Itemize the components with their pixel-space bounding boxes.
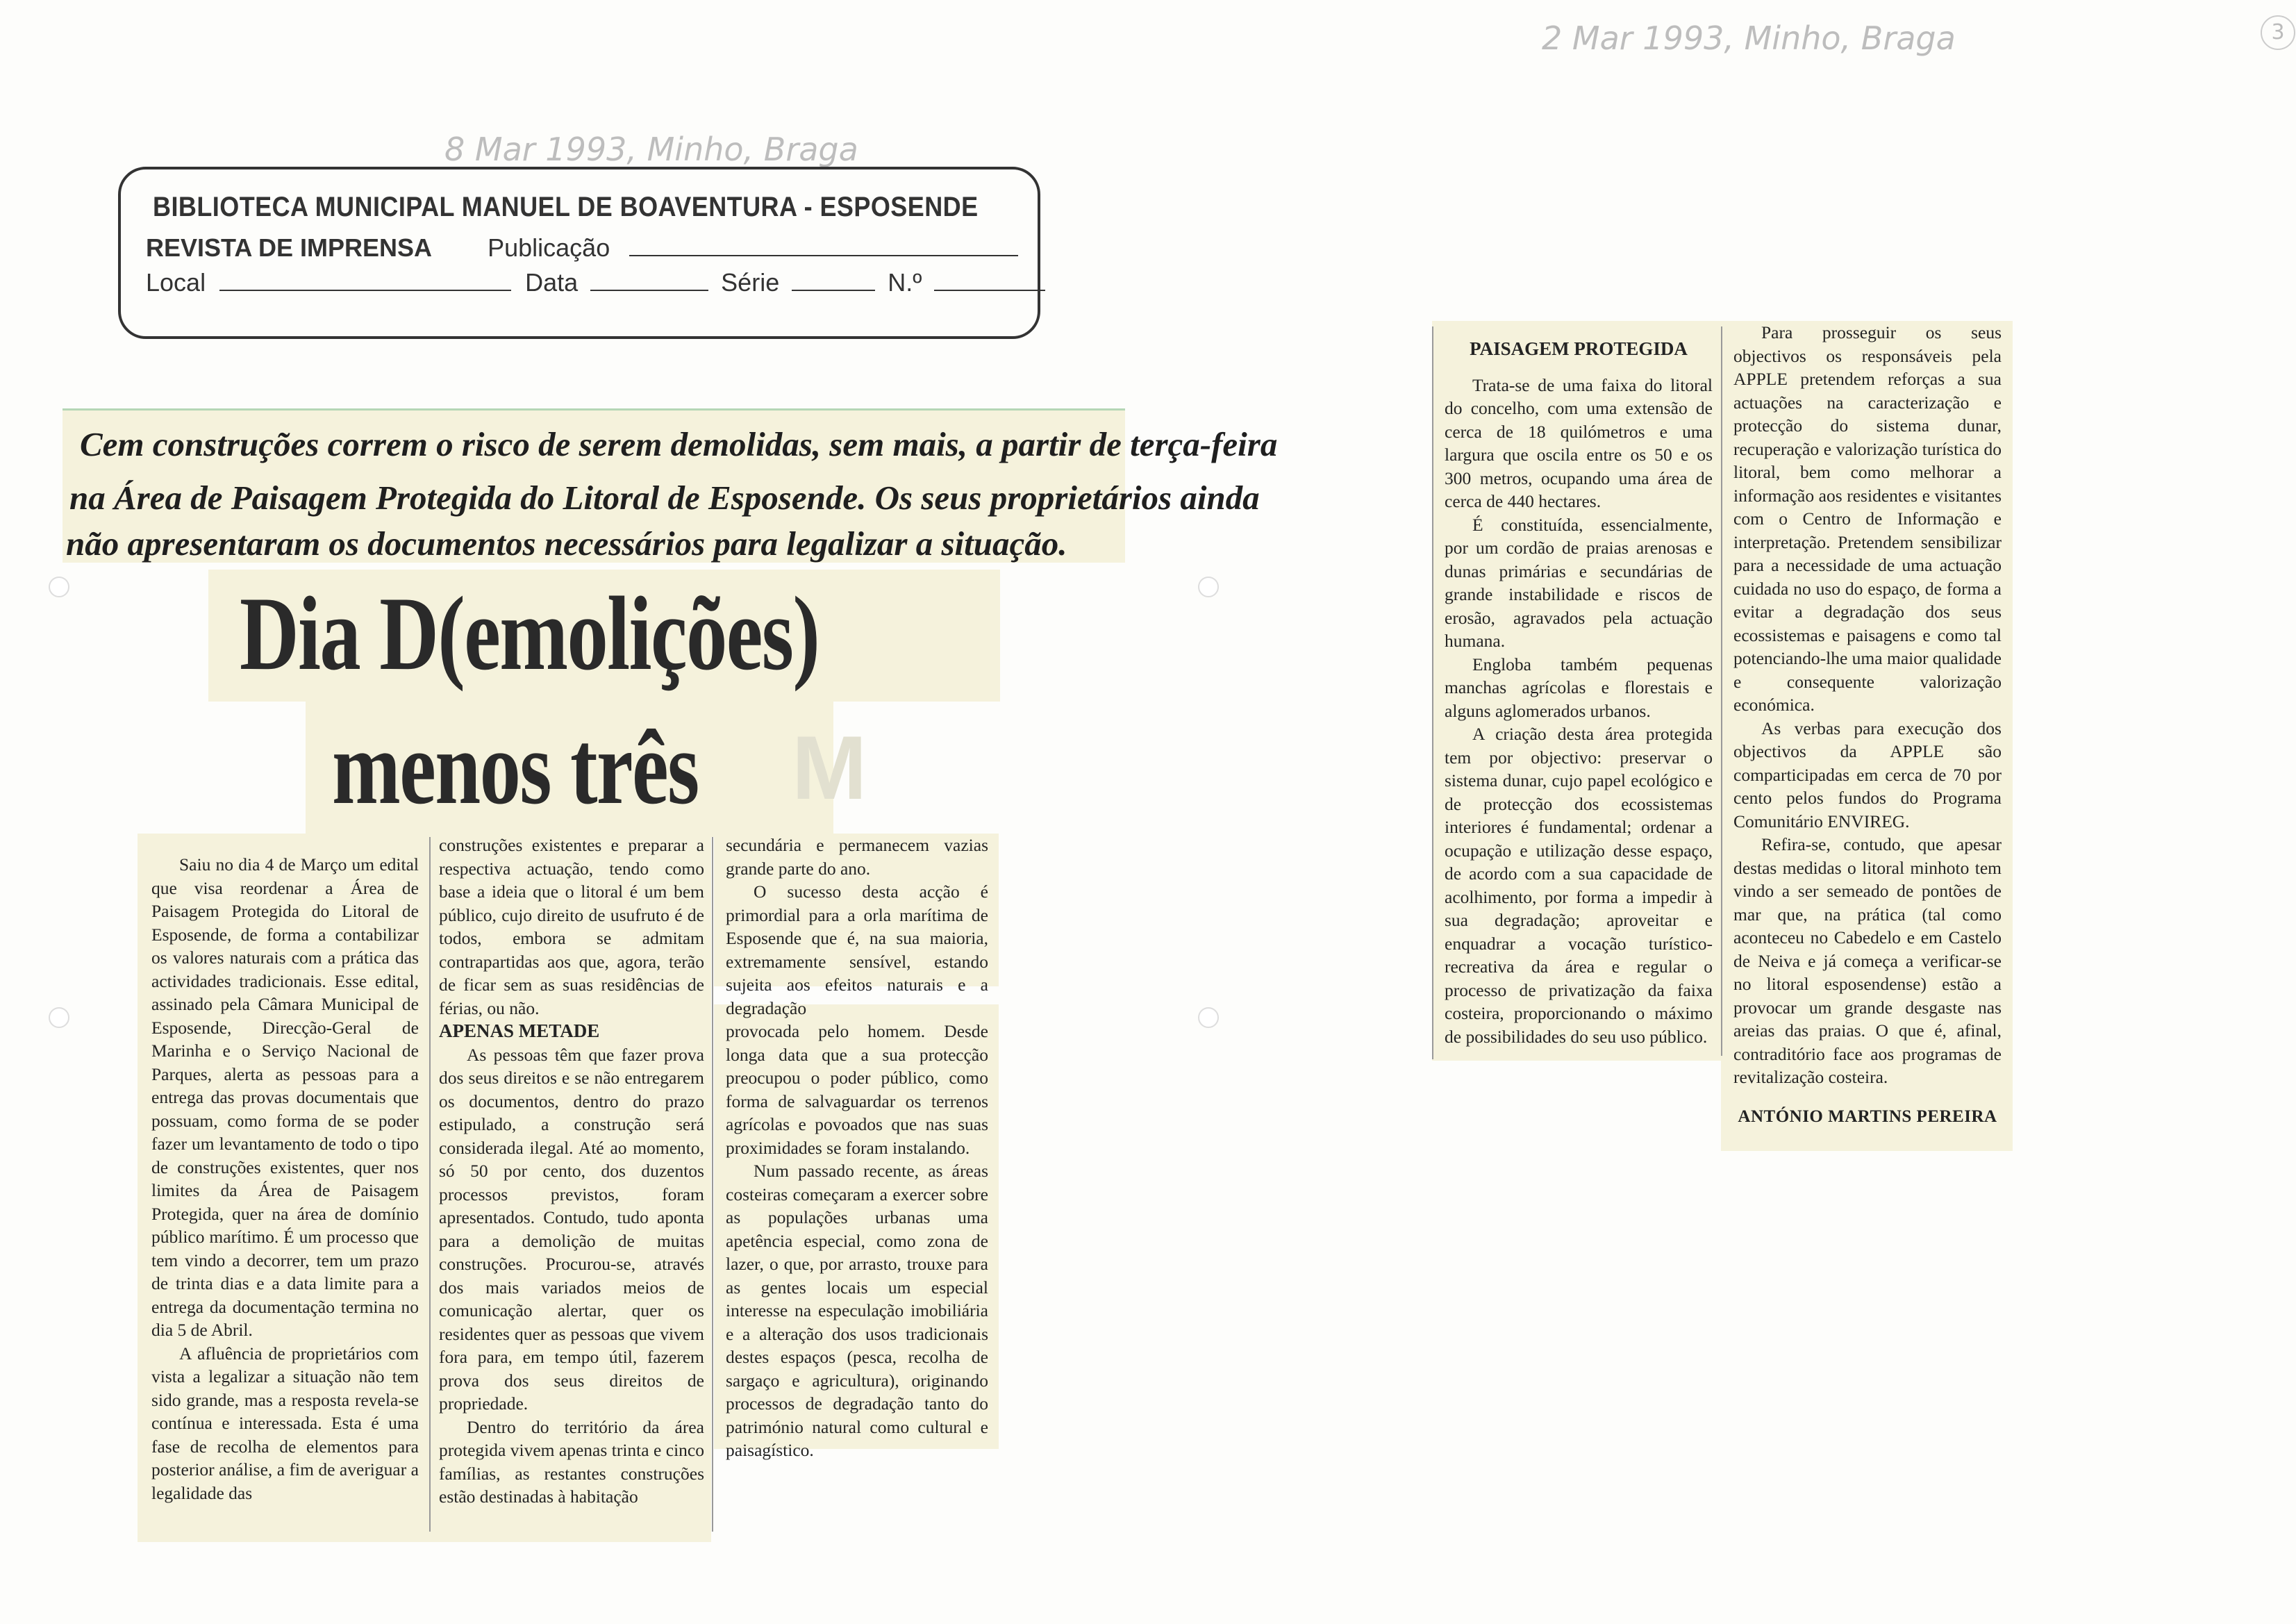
column-rule: [1721, 326, 1722, 1056]
paragraph: provocada pelo homem. Desde longa data que a sua protecção preocupou o poder público, como forma de salvaguardar os terrenos agrícolas e povoados que nas suas proximidades se foram instalando.: [726, 1021, 988, 1158]
stamp-number-label: N.º: [888, 268, 922, 297]
article-column-4: [1445, 338, 1713, 1048]
lead-line-3: não apresentaram os documentos necessários para legalizar a situação.: [66, 524, 1067, 563]
paragraph: Engloba também pequenas manchas agrícolas e florestais e alguns aglomerados urbanos.: [1445, 654, 1713, 721]
paragraph: Saiu no dia 4 de Março um edital que visa reordenar a Área de Paisagem Protegida do Litoral de Esposende, de forma a contabilizar os valores naturais com a prática das actividades tradicionais. Esse edital, assinado pela Câmara Municipal de Esposende, Direcção-Geral de Marinha e o Serviço Nacional de Parques, alerta as pessoas para a entrega das provas documentais que possuam, como forma de se poder fazer um levantamento de todo o tipo de construções existentes, quer nos limites da Área de Paisagem Protegida, quer na área de domínio público marítimo. É um processo que tem vindo a decorrer, tem um prazo de trinta dias e a data limite para a entrega da documentação termina no dia 5 de Abril.: [151, 854, 419, 1340]
article-column-5: [1733, 321, 2002, 1089]
paragraph: Refira-se, contudo, que apesar destas medidas o litoral minhoto tem vindo a ser semeado de pontões de mar que, na prática (tal como aconteceu no Cabedelo e em Castelo de Neiva e já começa a verificar-se no litoral esposendense) estão a provocar um grande desgaste nas areias das praias. O que é, afinal, contraditório face aos programas de revitalização costeira.: [1733, 834, 2002, 1087]
lead-line-2: na Área de Paisagem Protegida do Litoral de Esposende. Os seus proprietários ainda: [69, 479, 1260, 517]
headline-line-1: Dia D(emolições): [240, 575, 820, 692]
article-column-3-top: [726, 834, 988, 1020]
article-column-1: [151, 853, 419, 1505]
column-rule: [712, 837, 713, 1532]
paragraph: A afluência de proprietários com vista a legalizar a situação não tem sido grande, mas a resposta revela-se contínua e interessada. Esta é uma fase de recolha de elementos para posterior análise, a fim de averiguar a legalidade das: [151, 1343, 419, 1503]
subheading-apenas-metade: APENAS METADE: [439, 1020, 600, 1041]
punch-hole: [49, 1007, 69, 1028]
paragraph: secundária e permanecem vazias grande parte do ano.: [726, 835, 988, 879]
stamp-section: REVISTA DE IMPRENSA: [146, 233, 433, 262]
column-rule: [429, 837, 431, 1532]
stamp-row-local: [146, 268, 1045, 297]
paragraph: Num passado recente, as áreas costeiras começaram a exercer sobre as populações urbanas uma apetência especial, como zona de lazer, o que, por arrasto, trouxe para as gentes locais um especial interesse na especulação imobiliária e a alteração dos usos tradicionais destes espaços (pesca, recolha de sargaço e agricultura), originando processos de degradação tanto do património natural como cultural e paisagístico.: [726, 1161, 988, 1460]
series-field: [792, 270, 875, 291]
lead-line-1: Cem construções correm o risco de serem demolidas, sem mais, a partir de terça-feira: [80, 425, 1278, 463]
punch-hole: [1198, 1007, 1219, 1028]
paragraph: Trata-se de uma faixa do litoral do concelho, com uma extensão de cerca de 18 quilómetros e uma largura que oscila entre os 50 e os 300 metros, ocupando uma área de cerca de 440 hectares.: [1445, 374, 1713, 511]
handwritten-date-right: 2 Mar 1993, Minho, Braga: [1542, 19, 1956, 57]
stamp-date-label: Data: [525, 268, 579, 297]
stamp-series-label: Série: [721, 268, 780, 297]
show-through-text: M: [792, 717, 867, 818]
paragraph: É constituída, essencialmente, por um cordão de praias arenosas e dunas primárias e secundárias de grande instabilidade e riscos de erosão, agravados pela actuação humana.: [1445, 514, 1713, 651]
headline-line-2: menos três: [332, 709, 699, 826]
stamp-institution: BIBLIOTECA MUNICIPAL MANUEL DE BOAVENTURA - ESPOSENDE: [153, 192, 979, 222]
paragraph: O sucesso desta acção é primordial para a orla marítima de Esposende que é, na sua maioria, extremamente sensível, estando sujeita aos efeitos naturais e a degradação: [726, 881, 988, 1018]
date-field: [590, 270, 708, 291]
number-field: [934, 270, 1045, 291]
clipping-edge: [63, 408, 1125, 411]
stamp-publication-label: Publicação: [488, 233, 610, 262]
article-column-2: [439, 834, 704, 1509]
paragraph: Dentro do território da área protegida vivem apenas trinta e cinco famílias, as restantes construções estão destinadas à habitação: [439, 1416, 704, 1507]
handwritten-date-top: 8 Mar 1993, Minho, Braga: [444, 131, 858, 168]
page-number-circle: [2261, 15, 2295, 50]
page-number: 3: [2271, 20, 2285, 44]
paragraph: As verbas para execução dos objectivos da APPLE são comparticipadas em cerca de 70 por cento pelos fundos do Programa Comunitário ENVIREG.: [1733, 718, 2002, 831]
publication-field: [629, 235, 1018, 256]
paragraph: A criação desta área protegida tem por objectivo: preservar o sistema dunar, cujo papel ecológico e de protecção dos ecossistemas interiores é fundamental; ordenar a ocupação e utilização desse espaço, de acordo com a sua capacidade de acolhimento, por forma a impedir à sua degradação; aproveitar e enquadrar a vocação turístico-recreativa da área e regular o processo de privatização da faixa costeira, proporcionando o máximo de possibilidades do seu uso público.: [1445, 724, 1713, 1047]
column-rule: [1432, 326, 1433, 1059]
local-field: [219, 270, 511, 291]
author-signature: ANTÓNIO MARTINS PEREIRA: [1738, 1107, 1997, 1126]
article-column-3-bottom: [726, 1020, 988, 1462]
punch-hole: [1198, 577, 1219, 597]
library-stamp: [118, 167, 1040, 339]
subheading-paisagem-protegida: PAISAGEM PROTEGIDA: [1470, 338, 1688, 359]
paragraph: Para prosseguir os seus objectivos os responsáveis pela APPLE pretendem reforças a sua actuações na caracterização e protecção do sistema dunar, recuperação e valorização turística do litoral, bem como melhorar a informação aos residentes e visitantes com o Centro de Informação e interpretação. Pretendem sensibilizar para a necessidade de uma actuação cuidada no uso do espaço, de forma a evitar a degradação dos seus ecossistemas e paisagens e como tal potenciando-lhe uma maior qualidade e consequente valorização económica.: [1733, 322, 2002, 715]
stamp-row-publication: [146, 233, 1018, 263]
paragraph: construções existentes e preparar a respectiva actuação, tendo como base a ideia que o litoral é um bem público, cujo direito de usufruto é de todos, embora se admitam contrapartidas aos que, agora, terão de ficar sem as suas residências de férias, ou não.: [439, 835, 704, 1018]
stamp-local-label: Local: [146, 268, 206, 297]
punch-hole: [49, 577, 69, 597]
paragraph: As pessoas têm que fazer prova dos seus direitos e se não entregarem os documentos, dentro do prazo estipulado, a construção será considerada ilegal. Até ao momento, só 50 por cento, dos duzentos processos previstos, foram apresentados. Contudo, tudo aponta para a demolição de muitas construções. Procurou-se, através dos mais variados meios de comunicação alertar, quer os residentes quer as pessoas que vivem fora para, em tempo útil, fazerem prova dos seus direitos de propriedade.: [439, 1044, 704, 1414]
